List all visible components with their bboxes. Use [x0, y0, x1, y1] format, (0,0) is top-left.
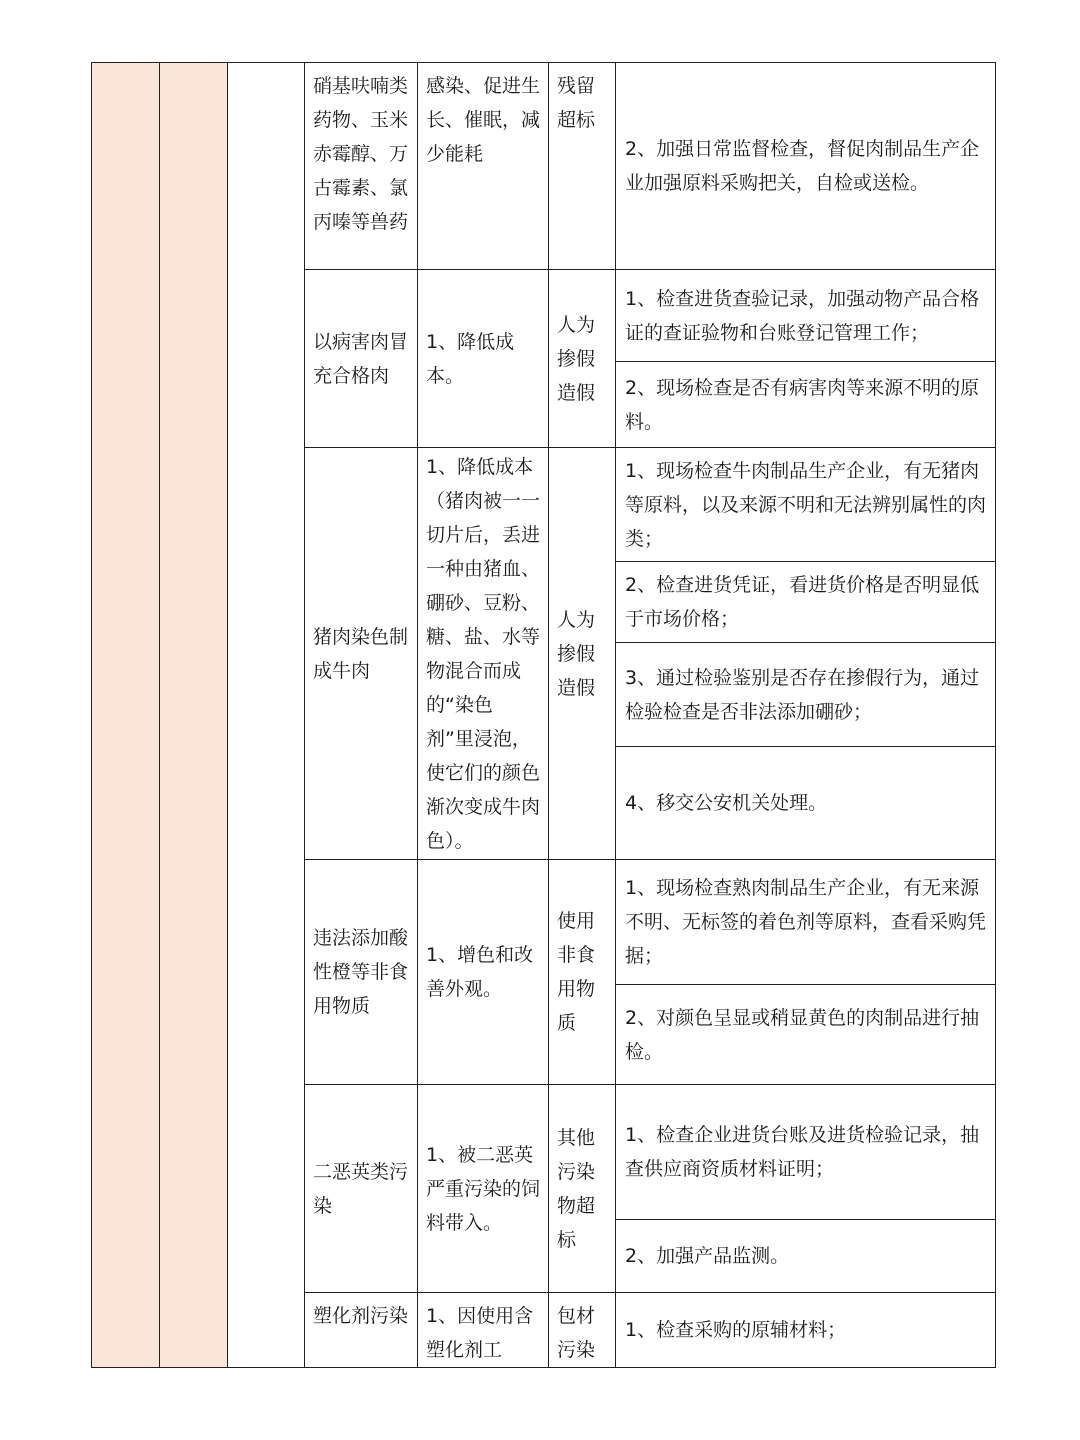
risk-type-cell: 包材污染: [549, 1293, 616, 1368]
reason-cell: 1、降低成本。: [418, 270, 549, 448]
reason-cell: 1、增色和改善外观。: [418, 860, 549, 1085]
reason-cell: 1、降低成本（猪肉被一一切片后，丢进一种由猪血、硼砂、豆粉、糖、盐、水等物混合而成的“染色剂”里浸泡，使它们的颜色渐次变成牛肉色）。: [418, 448, 549, 860]
measure-cell: 4、移交公安机关处理。: [616, 747, 996, 860]
measure-cell: 2、现场检查是否有病害肉等来源不明的原料。: [616, 362, 996, 448]
measure-cell: 1、现场检查牛肉制品生产企业，有无猪肉等原料，以及来源不明和无法辨别属性的肉类；: [616, 448, 996, 562]
reason-cell: 1、因使用含塑化剂工: [418, 1293, 549, 1368]
hazard-cell: 违法添加酸性橙等非食用物质: [305, 860, 418, 1085]
hazard-cell: 塑化剂污染: [305, 1293, 418, 1368]
measure-cell: 1、检查采购的原辅材料；: [616, 1293, 996, 1368]
hazard-cell: 以病害肉冒充合格肉: [305, 270, 418, 448]
risk-type-cell: 人为掺假造假: [549, 448, 616, 860]
measure-cell: 3、通过检验鉴别是否存在掺假行为，通过检验检查是否非法添加硼砂；: [616, 643, 996, 747]
measure-cell: 1、现场检查熟肉制品生产企业，有无来源不明、无标签的着色剂等原料，查看采购凭据；: [616, 860, 996, 985]
measure-cell: 1、检查企业进货台账及进货检验记录，抽查供应商资质材料证明；: [616, 1085, 996, 1220]
item-cell: [228, 63, 305, 1368]
measure-cell: 1、检查进货查验记录，加强动物产品合格证的查证验物和台账登记管理工作；: [616, 270, 996, 362]
subcategory-cell: [160, 63, 228, 1368]
risk-type-cell: 人为掺假造假: [549, 270, 616, 448]
risk-type-cell: 残留超标: [549, 63, 616, 270]
risk-type-cell: 使用非食用物质: [549, 860, 616, 1085]
hazard-cell: 二恶英类污染: [305, 1085, 418, 1293]
risk-type-cell: 其他污染物超标: [549, 1085, 616, 1293]
measure-cell: 2、检查进货凭证，看进货价格是否明显低于市场价格；: [616, 562, 996, 643]
measure-cell: 2、加强产品监测。: [616, 1220, 996, 1293]
table-row: [92, 63, 996, 270]
reason-cell: 1、被二恶英严重污染的饲料带入。: [418, 1085, 549, 1293]
category-cell: [92, 63, 160, 1368]
food-safety-risk-table: [91, 62, 996, 1368]
hazard-cell: 猪肉染色制成牛肉: [305, 448, 418, 860]
measure-cell: 2、对颜色呈显或稍显黄色的肉制品进行抽检。: [616, 985, 996, 1085]
reason-cell: 感染、促进生长、催眠，减少能耗: [418, 63, 549, 270]
measure-cell: 2、加强日常监督检查，督促肉制品生产企业加强原料采购把关，自检或送检。: [616, 63, 996, 270]
hazard-cell: 硝基呋喃类药物、玉米赤霉醇、万古霉素、氯丙嗪等兽药: [305, 63, 418, 270]
